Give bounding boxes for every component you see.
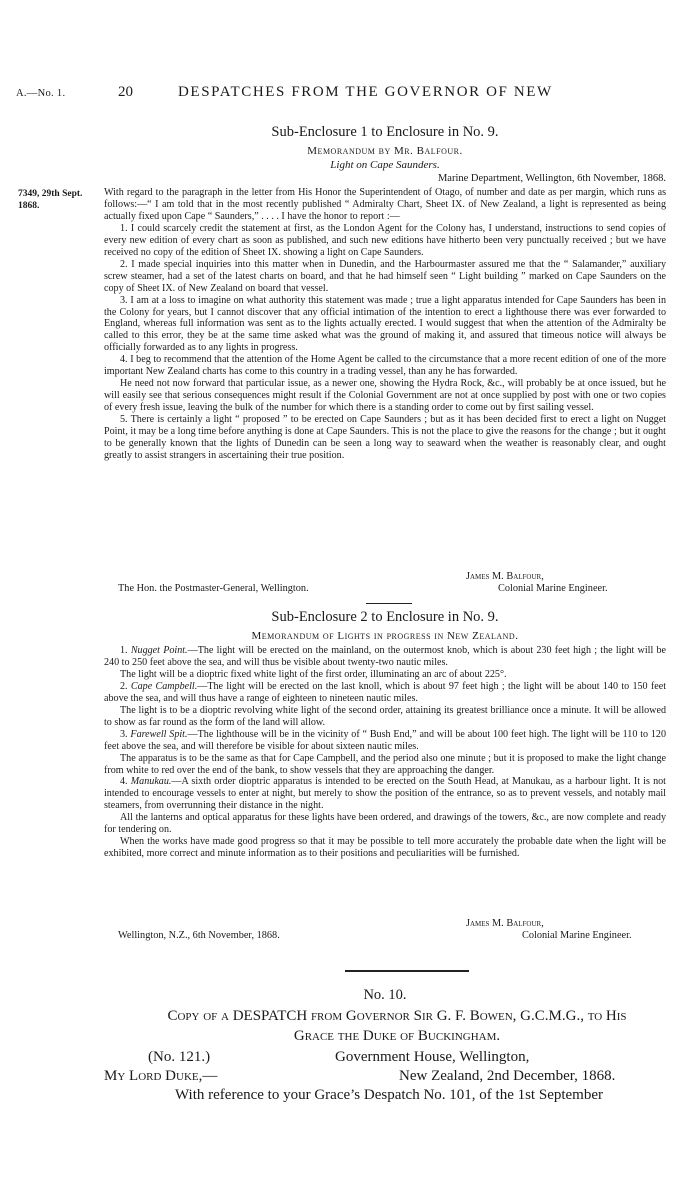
sub-enclosure-1-memo-title: Memorandum by Mr. Balfour. <box>307 145 463 157</box>
sub-enclosure-1-subject: Light on Cape Saunders. <box>330 159 440 171</box>
margin-reference <box>18 188 82 212</box>
paragraph-text: —A sixth order dioptric apparatus is intended to be erected on the South Head, at Manukau, as a harbour light. It is not intended to encourage vessels to enter at night, but merely to show the position of the entrance, so as to prevent vessels, and notably mail steamers, from overrunning their distance in the night. <box>104 776 666 812</box>
paragraph-text: —The lighthouse will be in the vicinity of “ Bush End,” and will be about 100 feet high. The light will be 110 to 120 feet above the sea, and will therefore be visible for about sixteen nautic miles. <box>104 728 666 752</box>
despatch-origin: Government House, Wellington, <box>335 1049 530 1065</box>
paragraph <box>104 836 666 860</box>
section-divider <box>366 603 412 604</box>
paragraph: 1. I could scarcely credit the statement at first, as the London Agent for the Colony has, I understand, instructions to send copies of every new edition of every chart as soon as published, and such new editions have hitherto been very punctually received ; but we have received no copy of the edition of Sheet IX. showing a light on Cape Saunders. <box>104 222 666 258</box>
salutation: My Lord Duke,— <box>104 1068 218 1084</box>
despatch-number: No. 10. <box>363 987 407 1003</box>
paragraph <box>104 753 666 777</box>
paragraph: 4. I beg to recommend that the attention of the Home Agent be called to the circumstance that a more recent edition of one of the more important New Zealand charts has come to this country in a trading vessel, than any he has forwarded. <box>104 354 666 378</box>
despatch-title <box>104 1006 690 1046</box>
margin-reference-line1: 7349, 29th Sept. <box>18 189 83 199</box>
sub-enclosure-1-dateline: Marine Department, Wellington, 6th November, 1868. <box>437 173 666 184</box>
paragraph-text: —The light will be erected on the mainland, on the outermost knob, which is about 230 feet high ; the light will be 240 to 250 feet above the sea, and will thus be visible about twenty-two nautic miles. <box>104 645 667 668</box>
paragraph <box>104 812 666 836</box>
paragraph <box>104 729 666 753</box>
paragraph-text: When the works have made good progress so that it may be possible to tell more accurately the probable date when the light will be exhibited, more correct and minute information as to their positions and peculiarities will be furnished. <box>104 836 666 860</box>
paragraph: 2. I made special inquiries into this matter when in Dunedin, and the Harbourmaster assured me that the “ Salamander,” auxiliary screw steamer, had a set of the latest charts on board, and that he had himself seen “ Light building ” marked on Cape Saunders on the copy of Sheet IX. of New Zealand on board that vessel. <box>104 258 666 294</box>
sub-enclosure-2-body <box>104 645 666 860</box>
lighthouse-name: Nugget Point. <box>130 645 188 656</box>
despatch-opening: With reference to your Grace’s Despatch No. 101, of the 1st September <box>175 1087 603 1103</box>
paragraph: With regard to the paragraph in the letter from His Honor the Superintendent of Otago, of number and date as per margin, which runs as follows:—“ I am told that in the most recently published “ Admiralty Chart, Sheet IX. of New Zealand, a light is represented as being actually fixed upon Cape “ Saunders,” . . . . I have the honor to report :— <box>104 187 666 222</box>
place-date: Wellington, N.Z., 6th November, 1868. <box>118 930 280 941</box>
despatch-date: New Zealand, 2nd December, 1868. <box>399 1068 616 1084</box>
lighthouse-name: Cape Campbell. <box>130 680 198 692</box>
paragraph: He need not now forward that particular issue, as a newer one, showing the Hydra Rock, &c., will probably be at once issued, but he will easily see that serious consequences might result if the Colonial Government are not at once supplied by post with one or two copies of every fresh issue, leaving the bulk of the number for which there is a standing order to come out by first sailing vessel. <box>104 378 666 414</box>
page-number: 20 <box>118 84 133 100</box>
paragraph-number: 3. <box>120 728 128 740</box>
paragraph <box>104 681 666 705</box>
paragraph-number: 1. <box>120 645 128 656</box>
sub-enclosure-2-memo-title: Memorandum of Lights in progress in New Zealand. <box>251 630 519 642</box>
paragraph-number: 2. <box>120 680 128 692</box>
paragraph-text: The light will be a dioptric fixed white light of the first order, illuminating an arc of about 225°. <box>120 668 507 680</box>
sub-enclosure-1-body <box>104 187 666 462</box>
signature-name: James M. Balfour, <box>466 571 544 582</box>
paragraph-number: 4. <box>120 776 128 788</box>
paragraph <box>104 645 666 669</box>
paragraph: 5. There is certainly a light “ proposed ” to be erected on Cape Saunders ; but as it has been decided first to erect a light on Nugget Point, it may be a long time before anything is done at Cape Saunders. This is not the place to give the reasons for the change ; but it ought to be generally known that the lights of Dunedin can be seen a long way to seaward when the weather is reasonably clear, and ought greatly to assist strangers in ascertaining their true position. <box>104 414 666 461</box>
lighthouse-name: Farewell Spit. <box>130 728 188 740</box>
paragraph <box>104 776 666 812</box>
despatch-divider <box>345 970 469 972</box>
running-header <box>0 84 700 106</box>
lighthouse-name: Manukau. <box>130 776 172 788</box>
paragraph <box>104 669 666 681</box>
paragraph <box>104 705 666 729</box>
despatch-title-line1: Copy of a DESPATCH from Governor Sir G. F. Bowen, G.C.M.G., to His <box>167 1008 627 1024</box>
signature-title: Colonial Marine Engineer. <box>498 583 608 594</box>
series-number: A.—No. 1. <box>16 88 66 99</box>
signature-title: Colonial Marine Engineer. <box>522 930 632 941</box>
paragraph-text: The light is to be a dioptric revolving white light of the second order, attaining its greatest brilliance once a minute. It will be allowed to show as far round as the form of the land will allow. <box>104 704 666 728</box>
paragraph-text: —The light will be erected on the last knoll, which is about 97 feet high ; the light will be about 140 to 150 feet above the sea, and will thus have a range of eighteen to nineteen nautic miles. <box>104 680 667 704</box>
addressee: The Hon. the Postmaster-General, Wellington. <box>118 583 309 594</box>
paragraph: 3. I am at a loss to imagine on what authority this statement was made ; true a light apparatus intended for Cape Saunders has been in the Colony for years, but I cannot discover that any official intimation of the intention to erect a lighthouse there was ever forwarded to England, whereas full information was sent as to the lights actually erected. I would suggest that when the attention of the Admiralty be called to this error, they be at the same time asked what was the ground of making it, and assured that timeous notice will always be officially forwarded as to any lights in progress. <box>104 294 666 354</box>
despatch-title-line2: Grace the Duke of Buckingham. <box>293 1028 501 1044</box>
paragraph-text: All the lanterns and optical apparatus for these lights have been ordered, and drawings of the towers, &c., are now complete and ready for tendering on. <box>104 812 666 836</box>
page-title: DESPATCHES FROM THE GOVERNOR OF NEW <box>178 84 553 100</box>
sub-enclosure-1-heading: Sub-Enclosure 1 to Enclosure in No. 9. <box>271 124 499 140</box>
despatch-reference: (No. 121.) <box>148 1049 211 1065</box>
margin-reference-line2: 1868. <box>18 201 40 211</box>
sub-enclosure-2-heading: Sub-Enclosure 2 to Enclosure in No. 9. <box>271 609 499 625</box>
signature-name: James M. Balfour, <box>466 918 544 929</box>
paragraph-text: The apparatus is to be the same as that for Cape Campbell, and the period also one minute ; but it is proposed to make the light change from white to red over the end of the bank, to show vessels that they are approaching the danger. <box>104 752 666 776</box>
